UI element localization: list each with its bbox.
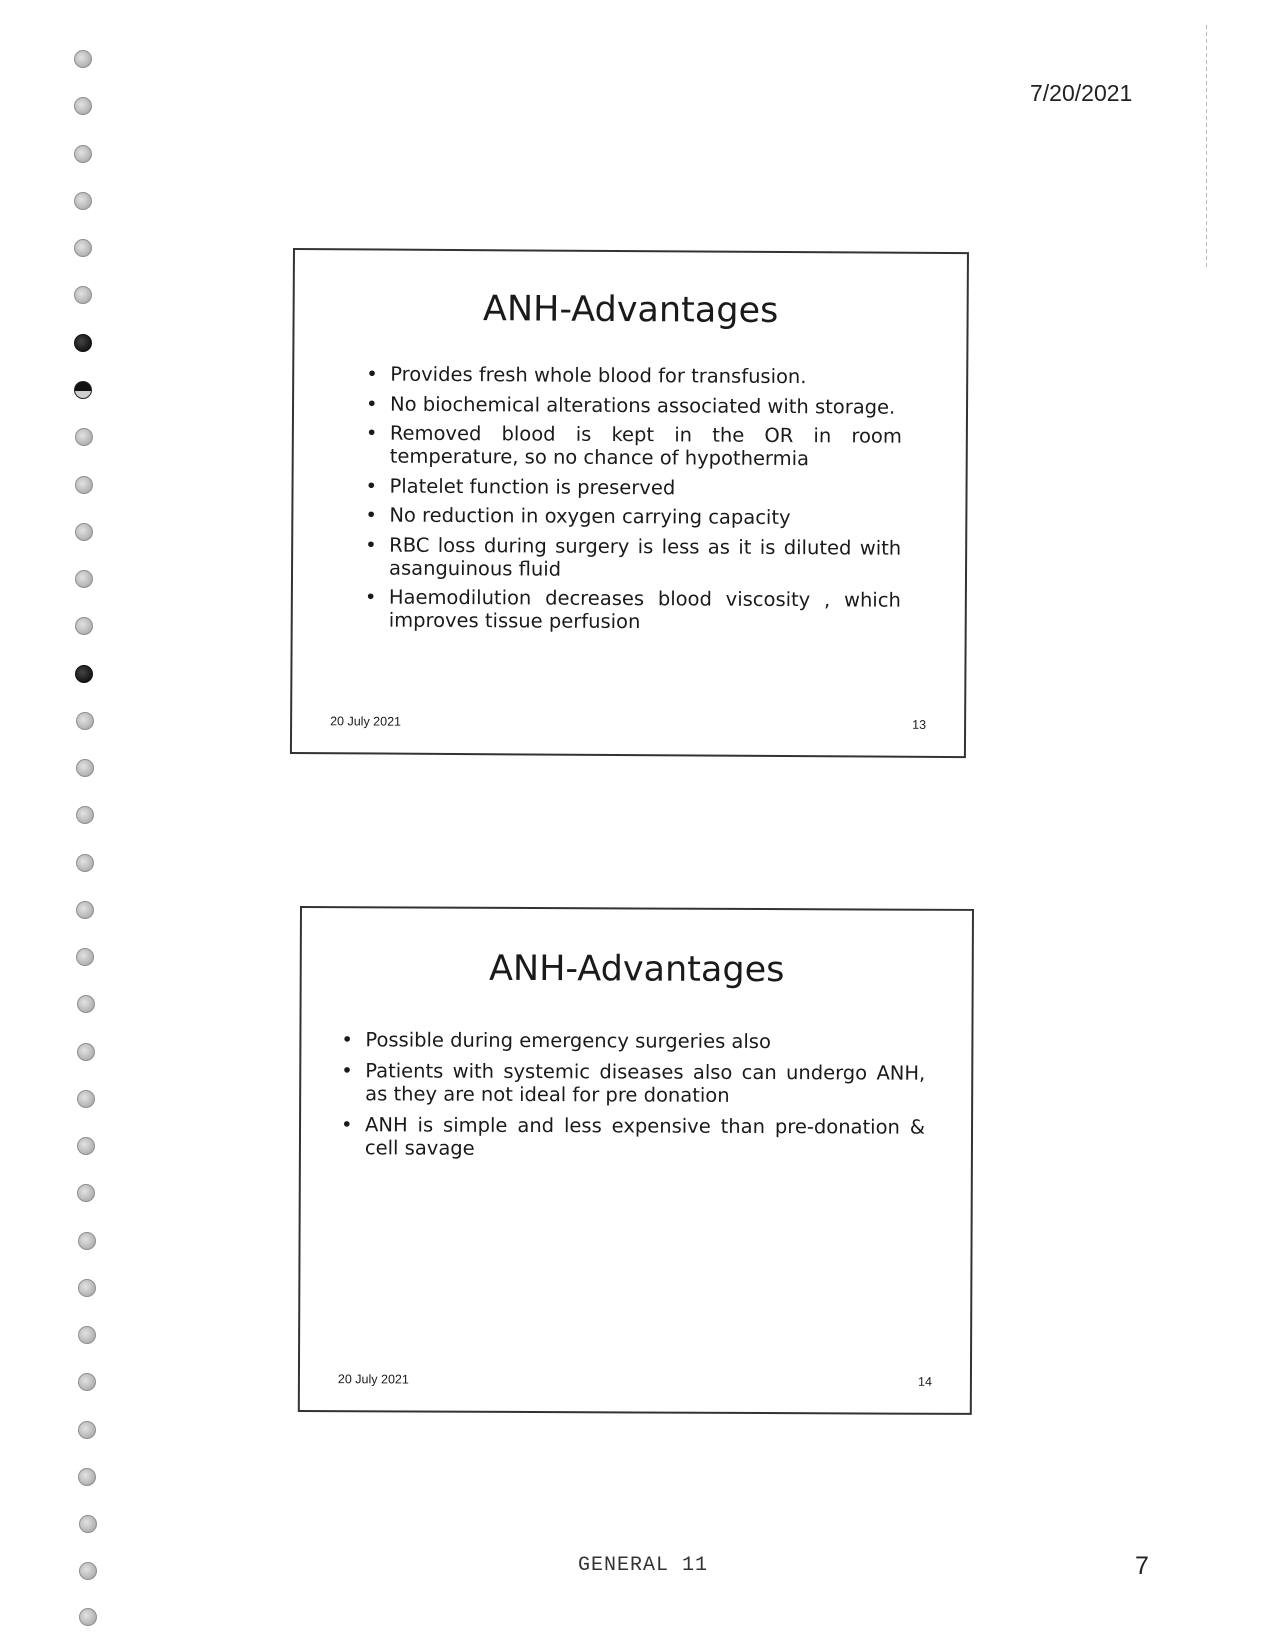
bullet-item: • No reduction in oxygen carrying capacity [365, 503, 791, 530]
punch-hole-icon [76, 806, 94, 824]
bullet-item: • No biochemical alterations associated with storage. [365, 391, 896, 419]
punch-hole-icon [74, 145, 92, 163]
punch-hole-icon [76, 712, 94, 730]
punch-hole-icon [74, 239, 92, 257]
punch-hole-icon [77, 995, 95, 1013]
punch-holes [0, 0, 140, 1650]
punch-hole-icon [74, 286, 92, 304]
bullet-icon: • [365, 421, 378, 445]
slide-number: 13 [912, 717, 927, 732]
scan-edge-mark [1206, 25, 1207, 270]
punch-hole-icon [79, 1608, 97, 1626]
slide-footer-date: 20 July 2021 [337, 1372, 409, 1387]
punch-hole-icon [74, 192, 92, 210]
punch-hole-icon [78, 1232, 96, 1250]
bullet-item: • Possible during emergency surgeries also [341, 1028, 771, 1054]
punch-hole-icon [76, 948, 94, 966]
bullet-icon: • [365, 391, 378, 416]
punch-hole-icon [78, 1279, 96, 1297]
punch-hole-icon [75, 665, 93, 683]
bullet-list [364, 362, 903, 642]
bullet-icon: • [340, 1113, 353, 1137]
bullet-icon: • [365, 473, 378, 498]
bullet-icon: • [365, 503, 377, 527]
page-number: 7 [1135, 1552, 1149, 1580]
punch-hole-icon [78, 1468, 96, 1486]
punch-hole-icon [74, 50, 92, 68]
bullet-icon: • [366, 362, 378, 386]
punch-hole-icon [79, 1515, 97, 1533]
punch-hole-icon [77, 1184, 95, 1202]
bullet-item: • Removed blood is kept in the OR in room temperature, so no chance of hypothermia [365, 421, 902, 471]
punch-hole-icon [78, 1373, 96, 1391]
punch-hole-icon [76, 759, 94, 777]
slide-title: ANH-Advantages [482, 289, 779, 331]
punch-hole-icon [79, 1562, 97, 1580]
punch-hole-icon [76, 901, 94, 919]
bullet-icon: • [341, 1059, 353, 1083]
bullet-icon: • [364, 585, 377, 609]
punch-hole-icon [74, 381, 92, 399]
footer-label: GENERAL 11 [578, 1554, 709, 1577]
bullet-item: • Haemodilution decreases blood viscosity , which improves tissue perfusion [364, 585, 901, 634]
slide-14 [298, 906, 974, 1415]
punch-hole-icon [78, 1326, 96, 1344]
punch-hole-icon [75, 523, 93, 541]
punch-hole-icon [74, 334, 92, 352]
bullet-item: • Platelet function is preserved [365, 473, 676, 499]
punch-hole-icon [75, 476, 93, 494]
punch-hole-icon [77, 1043, 95, 1061]
punch-hole-icon [77, 1137, 95, 1155]
slide-title: ANH-Advantages [488, 948, 785, 991]
punch-hole-icon [75, 428, 93, 446]
punch-hole-icon [75, 617, 93, 635]
punch-hole-icon [78, 1421, 96, 1439]
bullet-icon: • [365, 532, 377, 557]
bullet-icon: • [341, 1028, 353, 1052]
slide-footer-date: 20 July 2021 [330, 714, 402, 729]
bullet-item: • Provides fresh whole blood for transfusion. [366, 362, 807, 389]
page-date: 7/20/2021 [1030, 80, 1133, 106]
slide-13 [290, 248, 969, 758]
slide-number: 14 [917, 1374, 932, 1389]
punch-hole-icon [77, 1090, 95, 1108]
bullet-item: • Patients with systemic diseases also can undergo ANH, as they are not ideal for pre donation [341, 1059, 926, 1107]
punch-hole-icon [75, 570, 93, 588]
bullet-item: • ANH is simple and less expensive than pre-donation & cell savage [340, 1113, 926, 1160]
bullet-item: • RBC loss during surgery is less as it is diluted with asanguinous fluid [365, 532, 902, 581]
bullet-list [340, 1028, 926, 1169]
punch-hole-icon [74, 97, 92, 115]
punch-hole-icon [76, 854, 94, 872]
